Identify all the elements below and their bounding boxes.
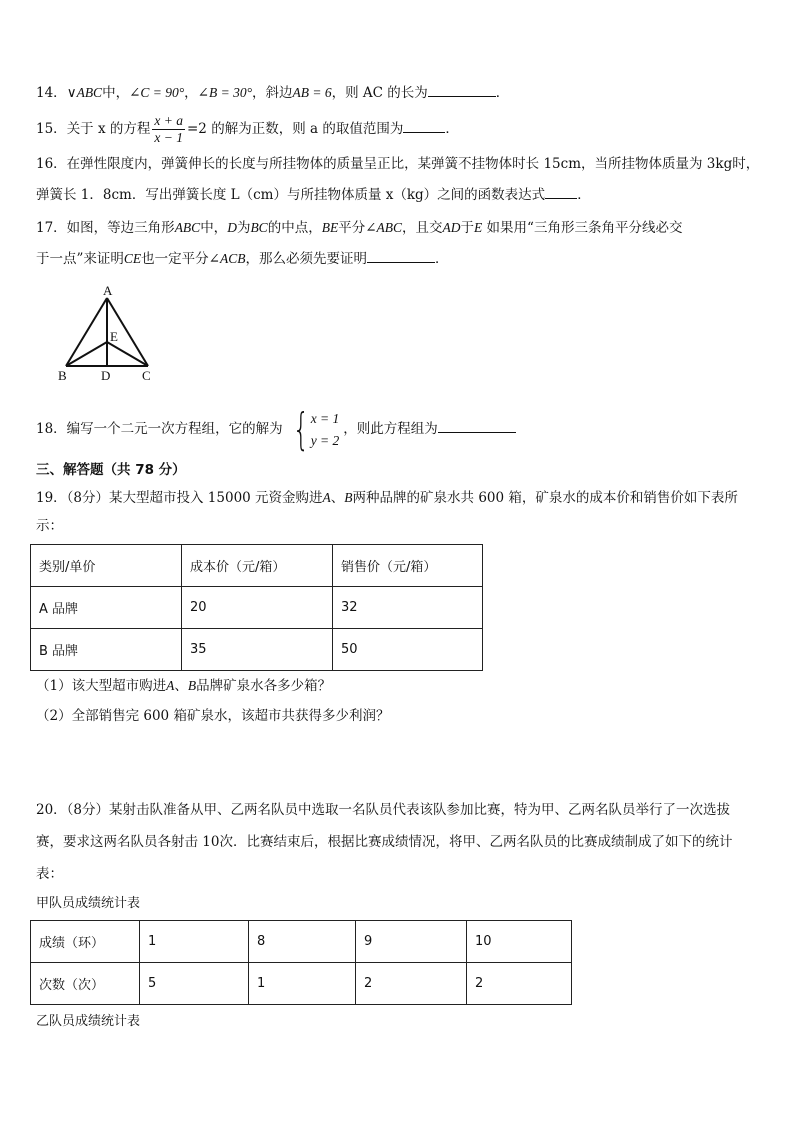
table-cell: 5	[140, 963, 249, 1005]
math-symbol: B	[344, 490, 353, 505]
text-fragment: ．	[577, 187, 591, 203]
table-cell: 次数（次）	[31, 963, 140, 1005]
question-19-line-1	[36, 488, 758, 508]
table-cell: 2	[467, 963, 572, 1005]
table-cell: 50	[333, 629, 483, 671]
side-ab	[66, 298, 107, 366]
text-fragment: 品牌矿泉水各多少箱？	[196, 678, 332, 694]
table-row	[31, 921, 572, 963]
hypotenuse-ab: AB = 6	[292, 85, 332, 100]
point-label-e: E	[110, 329, 118, 344]
math-symbol: ∠ACB	[208, 251, 246, 266]
table-cell: 35	[182, 629, 333, 671]
price-table	[30, 544, 483, 671]
equation-x: x = 1	[310, 410, 340, 426]
question-20-line-2: 赛，要求这两名队员各射击 10次．比赛结束后，根据比赛成绩情况，将甲、乙两名队员的比赛成绩制成了如下的统计	[36, 834, 733, 850]
text-fragment: 于一点”来证明	[36, 251, 124, 267]
text-fragment: 18．编写一个二元一次方程组，它的解为	[36, 421, 283, 437]
text-fragment: 中，	[102, 85, 130, 101]
math-symbol: D	[227, 220, 237, 235]
table-row	[31, 545, 483, 587]
question-19-sub-2: （2）全部销售完 600 箱矿泉水，该超市共获得多少利润？	[36, 708, 390, 724]
table-cell: 10	[467, 921, 572, 963]
question-20-line-1: 20．（8分）某射击队准备从甲、乙两名队员中选取一名队员代表该队参加比赛，特为甲、乙两名队员举行了一次选拔	[36, 802, 731, 818]
text-fragment: （1）该大型超市购进	[36, 678, 167, 694]
table-cell: B 品牌	[31, 629, 182, 671]
text-fragment: 为	[236, 220, 251, 236]
brace-icon: {	[292, 403, 310, 455]
text-fragment: ，且交	[402, 220, 443, 236]
question-17-line-1	[36, 218, 758, 238]
math-symbol: E	[474, 220, 483, 235]
text-fragment: 也一定平分	[141, 251, 209, 267]
table-cell: 8	[249, 921, 356, 963]
section-heading: 三、解答题（共 78 分）	[36, 462, 186, 478]
question-15	[36, 110, 758, 148]
answer-blank	[545, 184, 577, 199]
text-fragment: 如果用“三角形三条角平分线必交	[482, 220, 683, 236]
question-16-line-2	[36, 184, 758, 205]
question-number: 15．	[36, 121, 67, 137]
text-fragment: ．	[434, 251, 449, 267]
math-symbol: A	[166, 678, 175, 693]
math-symbol: A	[322, 490, 331, 505]
answer-blank	[367, 248, 435, 263]
text-fragment: 于	[460, 220, 475, 236]
table-cell: 2	[356, 963, 467, 1005]
vertex-label-a: A	[103, 283, 113, 298]
answer-blank	[403, 118, 445, 133]
table-cell: 9	[356, 921, 467, 963]
table-cell: 1	[249, 963, 356, 1005]
point-label-d: D	[101, 368, 111, 383]
equilateral-triangle-figure	[52, 282, 162, 386]
question-number: 14．	[36, 85, 67, 101]
table-header-cell: 类别/单价	[31, 545, 182, 587]
answer-blank	[428, 82, 496, 97]
question-18	[36, 404, 758, 454]
triangle-label: ∨ABC	[66, 85, 103, 100]
math-symbol: AD	[442, 220, 461, 235]
question-14	[36, 82, 758, 103]
math-symbol: ∠ABC	[365, 220, 403, 235]
table-caption-jia: 甲队员成绩统计表	[36, 896, 141, 911]
vertex-label-c: C	[142, 368, 151, 383]
question-17-line-2	[36, 248, 758, 269]
math-symbol: CE	[123, 251, 142, 266]
angle-b: ∠B = 30°	[197, 85, 252, 100]
text-fragment: 平分	[338, 220, 366, 236]
math-symbol: B	[187, 678, 197, 693]
fraction	[152, 113, 185, 146]
text-fragment: 17．如图，等边三角形	[36, 220, 175, 236]
text-fragment: 关于 x 的方程	[66, 121, 151, 137]
text-fragment: 、	[174, 678, 188, 694]
equation-y: y = 2	[310, 432, 340, 448]
vertex-label-b: B	[58, 368, 67, 383]
text-fragment: =2 的解为正数，则 a 的取值范围为	[187, 121, 404, 137]
table-cell: 20	[182, 587, 333, 629]
answer-blank	[438, 418, 516, 433]
angle-c: ∠C = 90°	[129, 85, 185, 100]
math-symbol: BC	[250, 220, 268, 235]
text-fragment: ．	[495, 85, 510, 101]
question-20-line-3: 表：	[36, 866, 63, 882]
text-fragment: ．	[445, 121, 459, 137]
text-fragment: 的中点，	[267, 220, 322, 236]
math-symbol: ABC	[174, 220, 201, 235]
fraction-denominator: x − 1	[154, 130, 183, 145]
text-fragment: 16．在弹性限度内，弹簧伸长的长度与所挂物体的质量呈正比，某弹簧不挂物体时长 15cm，当所挂物体质量为 3kg时，	[36, 156, 760, 172]
text-fragment: ，	[184, 85, 198, 101]
text-fragment: ，则 AC 的长为	[331, 85, 428, 101]
text-fragment: 弹簧长 1．8cm．写出弹簧长度 L（cm）与所挂物体质量 x（kg）之间的函数表达式	[36, 187, 546, 203]
question-19-sub-1	[36, 676, 758, 696]
table-header-cell: 销售价（元/箱）	[333, 545, 483, 587]
table-cell: 32	[333, 587, 483, 629]
text-fragment: 中，	[200, 220, 228, 236]
text-fragment: 、	[330, 490, 345, 506]
text-fragment: ，那么必须先要证明	[245, 251, 367, 267]
table-cell: A 品牌	[31, 587, 182, 629]
table-cell: 1	[140, 921, 249, 963]
fraction-numerator: x + a	[154, 113, 183, 128]
text-fragment: 两种品牌的矿泉水共 600 箱，矿泉水的成本价和销售价如下表所	[352, 490, 738, 506]
table-caption-yi: 乙队员成绩统计表	[36, 1014, 141, 1029]
table-row	[31, 587, 483, 629]
text-fragment: ，则此方程组为	[343, 421, 438, 437]
jia-score-table	[30, 920, 572, 1005]
equation-system	[287, 403, 340, 455]
math-symbol: BE	[321, 220, 339, 235]
table-row	[31, 963, 572, 1005]
question-16-line-1	[36, 154, 758, 174]
table-row	[31, 629, 483, 671]
question-19-line-2: 示：	[36, 518, 63, 534]
text-fragment: ，斜边	[251, 85, 293, 101]
table-header-cell: 成本价（元/箱）	[182, 545, 333, 587]
table-cell: 成绩（环）	[31, 921, 140, 963]
text-fragment: 19．（8分）某大型超市投入 15000 元资金购进	[36, 490, 323, 506]
